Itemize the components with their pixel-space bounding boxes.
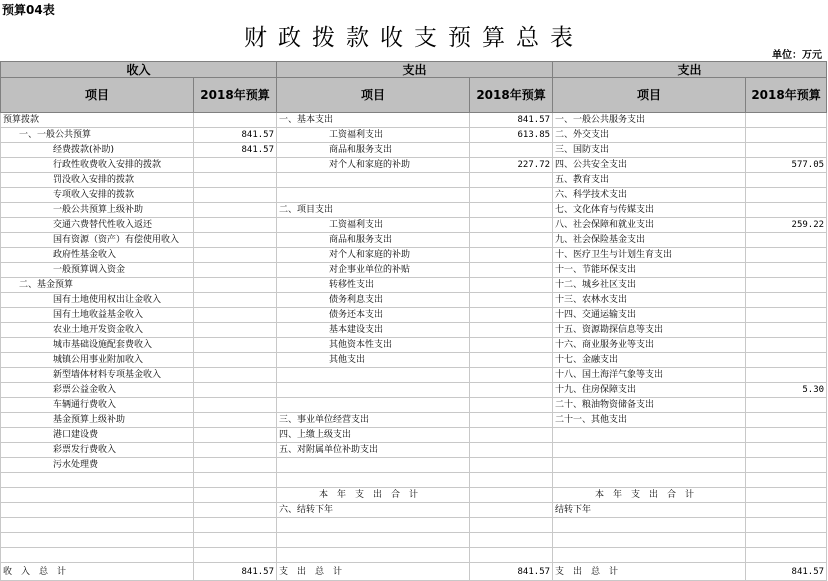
expense2-budget-cell[interactable] [746,203,827,218]
expense1-budget-cell[interactable]: 227.72 [470,158,553,173]
expense2-budget-cell[interactable] [746,113,827,128]
expense2-item-cell[interactable] [553,458,746,473]
expense2-budget-cell[interactable] [746,488,827,503]
expense2-budget-cell[interactable] [746,233,827,248]
table-row [1,203,827,218]
budget-table [0,61,827,581]
expense1-budget-cell[interactable] [470,533,553,548]
expense2-item-cell[interactable]: 十一、节能环保支出 [553,263,746,278]
income-item-cell[interactable]: 一般公共预算上级补助 [1,203,194,218]
expense1-budget-cell[interactable] [470,398,553,413]
income-item-cell[interactable] [1,548,194,563]
expense1-budget-cell[interactable] [470,263,553,278]
expense1-budget-cell[interactable] [470,308,553,323]
income-budget-cell[interactable] [194,368,277,383]
expense1-item-cell[interactable]: 四、上缴上级支出 [277,428,470,443]
expense2-item-cell[interactable]: 五、教育支出 [553,173,746,188]
income-budget-cell[interactable] [194,173,277,188]
income-item-cell[interactable]: 经费拨款(补助) [1,143,194,158]
header-row-sections [1,62,827,78]
income-item-cell[interactable]: 国有土地收益基金收入 [1,308,194,323]
expense1-item-cell[interactable] [277,173,470,188]
table-row [1,533,827,548]
expense1-item-cell[interactable] [277,473,470,488]
header-row-columns [1,78,827,113]
expense1-budget-cell[interactable] [470,413,553,428]
expense2-item-cell[interactable]: 二十、粮油物资储备支出 [553,398,746,413]
expense1-budget-cell[interactable] [470,233,553,248]
expense1-budget-cell[interactable] [470,203,553,218]
expense2-budget-header[interactable]: 2018年预算 [746,78,827,113]
expense2-item-cell[interactable]: 一、一般公共服务支出 [553,113,746,128]
table-row [1,188,827,203]
income-budget-cell[interactable] [194,218,277,233]
expense1-total-label[interactable]: 支出总计 [277,563,470,581]
expense2-item-cell[interactable]: 本年支出合计 [553,488,746,503]
income-budget-cell[interactable] [194,458,277,473]
table-row [1,338,827,353]
expense1-item-cell[interactable]: 工资福利支出 [277,218,470,233]
income-budget-cell[interactable] [194,203,277,218]
income-item-cell[interactable]: 二、基金预算 [1,278,194,293]
expense1-budget-cell[interactable] [470,518,553,533]
expense2-budget-cell[interactable] [746,278,827,293]
expense1-item-cell[interactable]: 转移性支出 [277,278,470,293]
expense2-item-cell[interactable]: 十二、城乡社区支出 [553,278,746,293]
income-item-cell[interactable]: 一般预算调入资金 [1,263,194,278]
expense2-total-value[interactable]: 841.57 [746,563,827,581]
expense-section-header-1[interactable]: 支出 [277,62,553,78]
expense2-budget-cell[interactable]: 577.05 [746,158,827,173]
expense1-budget-cell[interactable] [470,428,553,443]
expense1-item-cell[interactable] [277,548,470,563]
expense1-budget-cell[interactable] [470,338,553,353]
expense2-budget-cell[interactable] [746,143,827,158]
expense2-item-cell[interactable] [553,473,746,488]
income-budget-cell[interactable]: 841.57 [194,128,277,143]
page-title: 财政拨款收支预算总表 [244,25,584,51]
income-item-cell[interactable]: 专项收入安排的拨款 [1,188,194,203]
income-budget-cell[interactable] [194,503,277,518]
expense1-budget-cell[interactable]: 841.57 [470,113,553,128]
expense2-budget-cell[interactable] [746,458,827,473]
expense2-budget-cell[interactable] [746,128,827,143]
table-row [1,413,827,428]
expense1-item-cell[interactable]: 基本建设支出 [277,323,470,338]
expense2-budget-cell[interactable] [746,293,827,308]
income-budget-cell[interactable] [194,308,277,323]
income-budget-cell[interactable] [194,263,277,278]
expense1-budget-cell[interactable] [470,173,553,188]
expense1-item-cell[interactable]: 二、项目支出 [277,203,470,218]
income-budget-cell[interactable] [194,278,277,293]
income-item-cell[interactable] [1,518,194,533]
expense2-budget-cell[interactable] [746,443,827,458]
income-budget-cell[interactable] [194,413,277,428]
expense1-budget-cell[interactable] [470,473,553,488]
expense1-item-cell[interactable] [277,383,470,398]
table-row [1,428,827,443]
expense1-item-cell[interactable]: 商品和服务支出 [277,143,470,158]
table-row [1,503,827,518]
income-item-cell[interactable]: 政府性基金收入 [1,248,194,263]
expense2-item-header[interactable]: 项目 [553,78,746,113]
expense2-item-cell[interactable]: 十三、农林水支出 [553,293,746,308]
table-row [1,128,827,143]
expense2-item-cell[interactable]: 九、社会保险基金支出 [553,233,746,248]
totals-row [1,563,827,581]
income-budget-cell[interactable] [194,338,277,353]
income-item-cell[interactable]: 农业土地开发资金收入 [1,323,194,338]
income-budget-cell[interactable] [194,158,277,173]
expense2-item-cell[interactable]: 十八、国土海洋气象等支出 [553,368,746,383]
expense2-budget-cell[interactable] [746,353,827,368]
income-budget-cell[interactable] [194,293,277,308]
expense2-budget-cell[interactable] [746,338,827,353]
expense1-item-cell[interactable]: 其他支出 [277,353,470,368]
expense1-budget-cell[interactable]: 613.85 [470,128,553,143]
income-item-cell[interactable]: 新型墙体材料专项基金收入 [1,368,194,383]
expense1-item-cell[interactable]: 五、对附属单位补助支出 [277,443,470,458]
income-item-cell[interactable]: 城镇公用事业附加收入 [1,353,194,368]
income-item-cell[interactable]: 罚没收入安排的拨款 [1,173,194,188]
expense1-budget-cell[interactable] [470,368,553,383]
table-row [1,398,827,413]
income-budget-header[interactable]: 2018年预算 [194,78,277,113]
expense1-budget-cell[interactable] [470,293,553,308]
expense2-item-cell[interactable]: 二十一、其他支出 [553,413,746,428]
expense2-budget-cell[interactable]: 5.30 [746,383,827,398]
expense2-budget-cell[interactable] [746,518,827,533]
expense2-item-cell[interactable]: 十、医疗卫生与计划生育支出 [553,248,746,263]
expense1-budget-cell[interactable] [470,443,553,458]
expense1-item-cell[interactable]: 本年支出合计 [277,488,470,503]
expense1-budget-cell[interactable] [470,278,553,293]
expense1-budget-cell[interactable] [470,143,553,158]
income-budget-cell[interactable] [194,398,277,413]
table-row [1,353,827,368]
expense2-budget-cell[interactable] [746,548,827,563]
table-row [1,263,827,278]
income-item-cell[interactable]: 污水处理费 [1,458,194,473]
table-row [1,173,827,188]
expense2-item-cell[interactable]: 十七、金融支出 [553,353,746,368]
expense1-budget-cell[interactable] [470,548,553,563]
income-item-cell[interactable]: 城市基础设施配套费收入 [1,338,194,353]
income-item-cell[interactable]: 国有土地使用权出让金收入 [1,293,194,308]
table-row [1,443,827,458]
expense2-item-cell[interactable]: 十九、住房保障支出 [553,383,746,398]
expense2-item-cell[interactable]: 十四、交通运输支出 [553,308,746,323]
expense2-budget-cell[interactable] [746,263,827,278]
income-item-cell[interactable] [1,533,194,548]
expense2-budget-cell[interactable] [746,188,827,203]
expense1-item-cell[interactable]: 商品和服务支出 [277,233,470,248]
income-budget-cell[interactable] [194,248,277,263]
expense1-budget-cell[interactable] [470,503,553,518]
expense1-item-cell[interactable]: 三、事业单位经营支出 [277,413,470,428]
income-budget-cell[interactable] [194,488,277,503]
expense1-budget-cell[interactable] [470,353,553,368]
income-section-header[interactable]: 收入 [1,62,277,78]
expense2-budget-cell[interactable] [746,473,827,488]
expense2-item-cell[interactable] [553,428,746,443]
table-row [1,113,827,128]
expense2-budget-cell[interactable] [746,503,827,518]
income-budget-cell[interactable] [194,548,277,563]
expense1-item-cell[interactable] [277,533,470,548]
expense1-item-cell[interactable] [277,368,470,383]
expense1-budget-cell[interactable] [470,488,553,503]
expense2-budget-cell[interactable] [746,323,827,338]
unit-label: 单位：万元 [772,50,822,61]
expense2-item-cell[interactable]: 三、国防支出 [553,143,746,158]
income-budget-cell[interactable] [194,113,277,128]
expense2-item-cell[interactable]: 八、社会保障和就业支出 [553,218,746,233]
table-row [1,143,827,158]
table-row [1,293,827,308]
expense2-budget-cell[interactable] [746,428,827,443]
income-item-cell[interactable] [1,488,194,503]
expense2-budget-cell[interactable] [746,248,827,263]
income-item-cell[interactable]: 交通六费替代性收入返还 [1,218,194,233]
form-code: 预算04表 [2,3,55,17]
table-row [1,518,827,533]
income-item-cell[interactable]: 预算拨款 [1,113,194,128]
expense2-item-cell[interactable]: 七、文化体育与传媒支出 [553,203,746,218]
income-budget-cell[interactable] [194,353,277,368]
expense2-item-cell[interactable]: 六、科学技术支出 [553,188,746,203]
expense1-budget-cell[interactable] [470,323,553,338]
income-budget-cell[interactable]: 841.57 [194,143,277,158]
income-item-cell[interactable] [1,503,194,518]
expense1-item-cell[interactable] [277,518,470,533]
expense2-item-cell[interactable] [553,548,746,563]
table-row [1,383,827,398]
table-row [1,278,827,293]
expense1-item-cell[interactable]: 六、结转下年 [277,503,470,518]
table-row [1,473,827,488]
income-budget-cell[interactable] [194,443,277,458]
expense2-budget-cell[interactable] [746,533,827,548]
table-row [1,308,827,323]
expense2-item-cell[interactable]: 四、公共安全支出 [553,158,746,173]
expense1-budget-cell[interactable] [470,383,553,398]
income-item-header[interactable]: 项目 [1,78,194,113]
expense1-item-cell[interactable]: 对个人和家庭的补助 [277,248,470,263]
expense1-item-cell[interactable]: 债务还本支出 [277,308,470,323]
expense1-total-value[interactable]: 841.57 [470,563,553,581]
expense1-item-cell[interactable]: 对企事业单位的补贴 [277,263,470,278]
income-budget-cell[interactable] [194,323,277,338]
table-row [1,548,827,563]
table-row [1,368,827,383]
table-row [1,488,827,503]
expense2-item-cell[interactable]: 十五、资源勘探信息等支出 [553,323,746,338]
income-item-cell[interactable]: 车辆通行费收入 [1,398,194,413]
expense1-item-cell[interactable]: 其他资本性支出 [277,338,470,353]
expense1-item-cell[interactable]: 工资福利支出 [277,128,470,143]
income-budget-cell[interactable] [194,518,277,533]
expense2-total-label[interactable]: 支出总计 [553,563,746,581]
income-budget-cell[interactable] [194,428,277,443]
expense1-item-cell[interactable]: 债务利息支出 [277,293,470,308]
expense2-item-cell[interactable]: 二、外交支出 [553,128,746,143]
income-budget-cell[interactable] [194,473,277,488]
income-item-cell[interactable]: 彩票公益金收入 [1,383,194,398]
expense2-item-cell[interactable] [553,443,746,458]
expense1-budget-cell[interactable] [470,248,553,263]
expense1-item-header[interactable]: 项目 [277,78,470,113]
table-row [1,218,827,233]
expense2-budget-cell[interactable] [746,398,827,413]
income-item-cell[interactable]: 行政性收费收入安排的拨款 [1,158,194,173]
income-total-label[interactable]: 收入总计 [1,563,194,581]
expense1-budget-header[interactable]: 2018年预算 [470,78,553,113]
table-row [1,248,827,263]
expense2-budget-cell[interactable] [746,368,827,383]
expense1-item-cell[interactable] [277,398,470,413]
expense2-item-cell[interactable] [553,533,746,548]
expense2-item-cell[interactable]: 结转下年 [553,503,746,518]
income-budget-cell[interactable] [194,383,277,398]
income-item-cell[interactable]: 基金预算上级补助 [1,413,194,428]
expense2-budget-cell[interactable] [746,413,827,428]
income-total-value[interactable]: 841.57 [194,563,277,581]
expense1-item-cell[interactable]: 一、基本支出 [277,113,470,128]
income-budget-cell[interactable] [194,188,277,203]
expense1-budget-cell[interactable] [470,188,553,203]
table-row [1,158,827,173]
expense2-budget-cell[interactable] [746,173,827,188]
income-budget-cell[interactable] [194,533,277,548]
income-item-cell[interactable]: 国有资源（资产）有偿使用收入 [1,233,194,248]
expense2-budget-cell[interactable]: 259.22 [746,218,827,233]
expense1-item-cell[interactable] [277,188,470,203]
income-item-cell[interactable]: 彩票发行费收入 [1,443,194,458]
expense1-budget-cell[interactable] [470,218,553,233]
expense2-item-cell[interactable] [553,518,746,533]
expense1-item-cell[interactable] [277,458,470,473]
expense-section-header-2[interactable]: 支出 [553,62,827,78]
expense1-budget-cell[interactable] [470,458,553,473]
income-item-cell[interactable]: 港口建设费 [1,428,194,443]
income-item-cell[interactable] [1,473,194,488]
table-row [1,458,827,473]
table-row [1,323,827,338]
table-row [1,233,827,248]
expense1-item-cell[interactable]: 对个人和家庭的补助 [277,158,470,173]
expense2-item-cell[interactable]: 十六、商业服务业等支出 [553,338,746,353]
income-budget-cell[interactable] [194,233,277,248]
expense2-budget-cell[interactable] [746,308,827,323]
income-item-cell[interactable]: 一、一般公共预算 [1,128,194,143]
